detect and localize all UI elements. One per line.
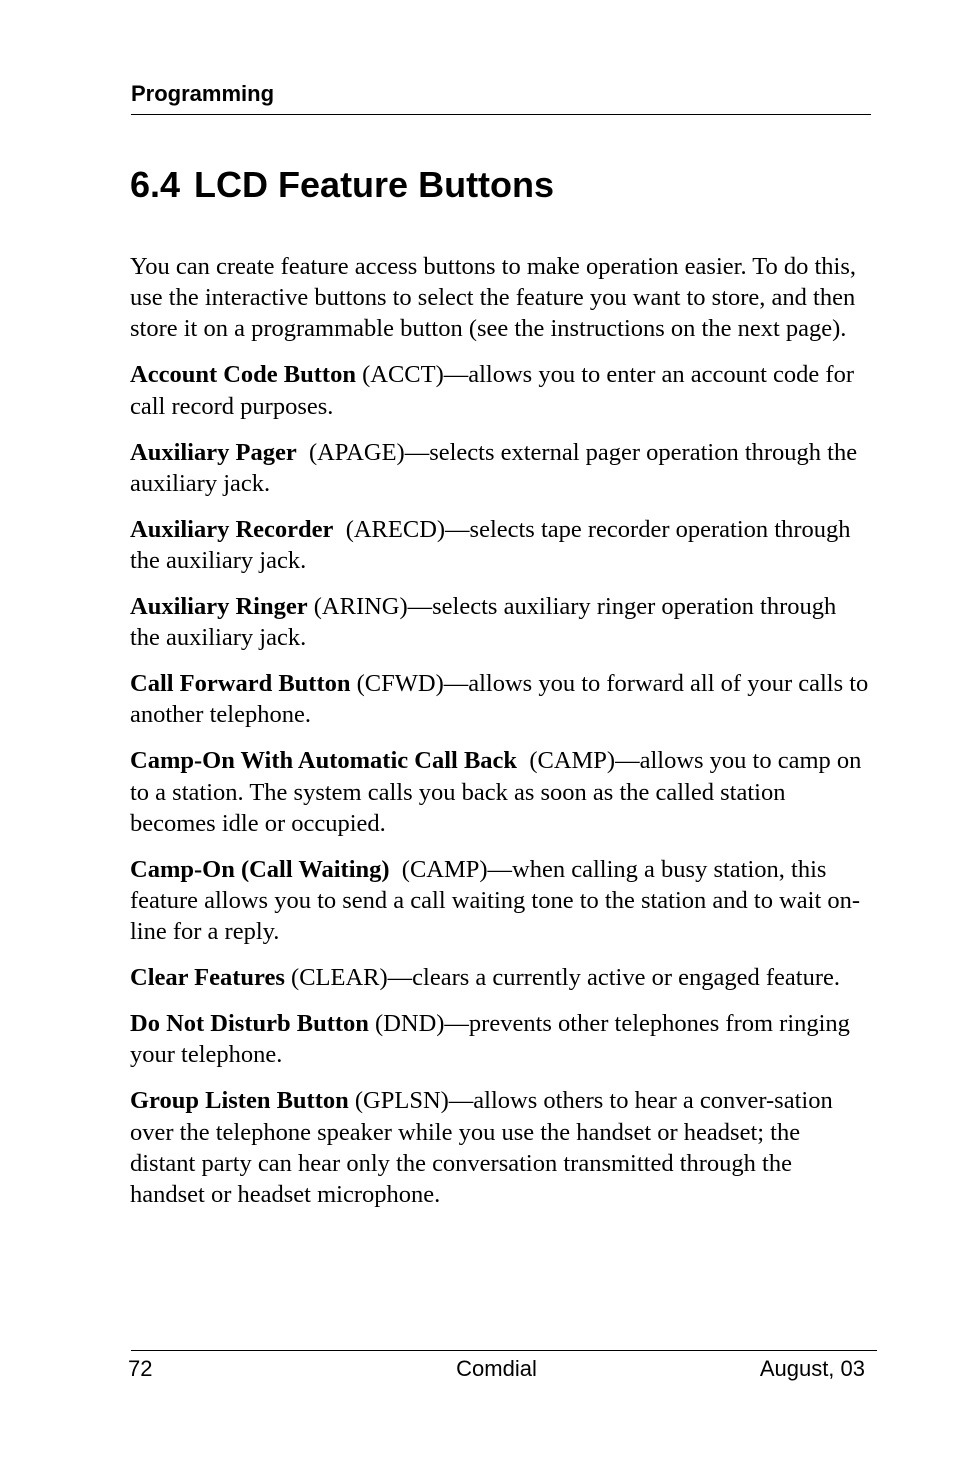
publication-date: August, 03	[759, 1356, 865, 1381]
feature-term: Call Forward Button	[130, 670, 351, 698]
feature-description: (DND)—prevents other telephones from ringing your telephone.	[130, 1010, 850, 1069]
feature-entry	[130, 437, 870, 499]
feature-entry	[130, 745, 870, 839]
body-text	[130, 251, 870, 1225]
feature-term: Clear Features	[130, 964, 285, 992]
feature-description: (CLEAR)—clears a currently active or engaged feature.	[291, 964, 840, 992]
publisher-name: Comdial	[456, 1356, 537, 1381]
footer-rule	[131, 1350, 877, 1351]
feature-term: Account Code Button	[130, 361, 356, 389]
feature-description: (GPLSN)—allows others to hear a conver-sation over the telephone speaker while you use the handset or headset; the distant party can hear only the conversation transmitted through the handset or headset microphone.	[130, 1087, 833, 1209]
section-title-text: LCD Feature Buttons	[194, 164, 555, 205]
feature-term: Do Not Disturb Button	[130, 1010, 369, 1038]
feature-term: Auxiliary Recorder	[130, 515, 334, 543]
feature-description: (CAMP)—when calling a busy station, this feature allows you to send a call waiting tone to the station and to wait on-line for a reply.	[130, 855, 861, 946]
feature-entry	[130, 962, 870, 993]
feature-entry	[130, 854, 870, 948]
feature-description: (CAMP)—allows you to camp on to a station. The system calls you back as soon as the called station becomes idle or occupied.	[130, 747, 862, 837]
section-title	[130, 161, 554, 209]
feature-description: (ACCT)—allows you to enter an account code for call record purposes.	[130, 361, 854, 420]
feature-entry	[130, 1008, 870, 1070]
feature-description: (ARECD)—selects tape recorder operation through the auxiliary jack.	[130, 515, 851, 575]
feature-entry	[130, 514, 870, 576]
feature-entry	[130, 1085, 870, 1210]
feature-term: Camp-On (Call Waiting)	[130, 855, 390, 883]
feature-term: Auxiliary Ringer	[130, 593, 308, 621]
running-header: Programming	[131, 81, 275, 106]
feature-term: Group Listen Button	[130, 1087, 349, 1115]
page-number: 72	[128, 1356, 153, 1381]
header-rule	[131, 114, 871, 115]
intro-paragraph: You can create feature access buttons to make operation easier. To do this, use the interactive buttons to select the feature you want to store, and then store it on a programmable button (see the instructions on the next page).	[130, 253, 857, 343]
feature-description: (APAGE)—selects external pager operation through the auxiliary jack.	[130, 438, 858, 497]
feature-term: Auxiliary Pager	[130, 438, 297, 466]
section-number: 6.4	[130, 164, 181, 205]
page-footer	[128, 1355, 865, 1383]
feature-entry	[130, 591, 870, 653]
feature-entry	[130, 668, 870, 730]
feature-description: (ARING)—selects auxiliary ringer operation through the auxiliary jack.	[130, 593, 837, 652]
feature-entry	[130, 359, 870, 421]
feature-description: (CFWD)—allows you to forward all of your calls to another telephone.	[130, 670, 869, 729]
feature-term: Camp-On With Automatic Call Back	[130, 747, 518, 775]
